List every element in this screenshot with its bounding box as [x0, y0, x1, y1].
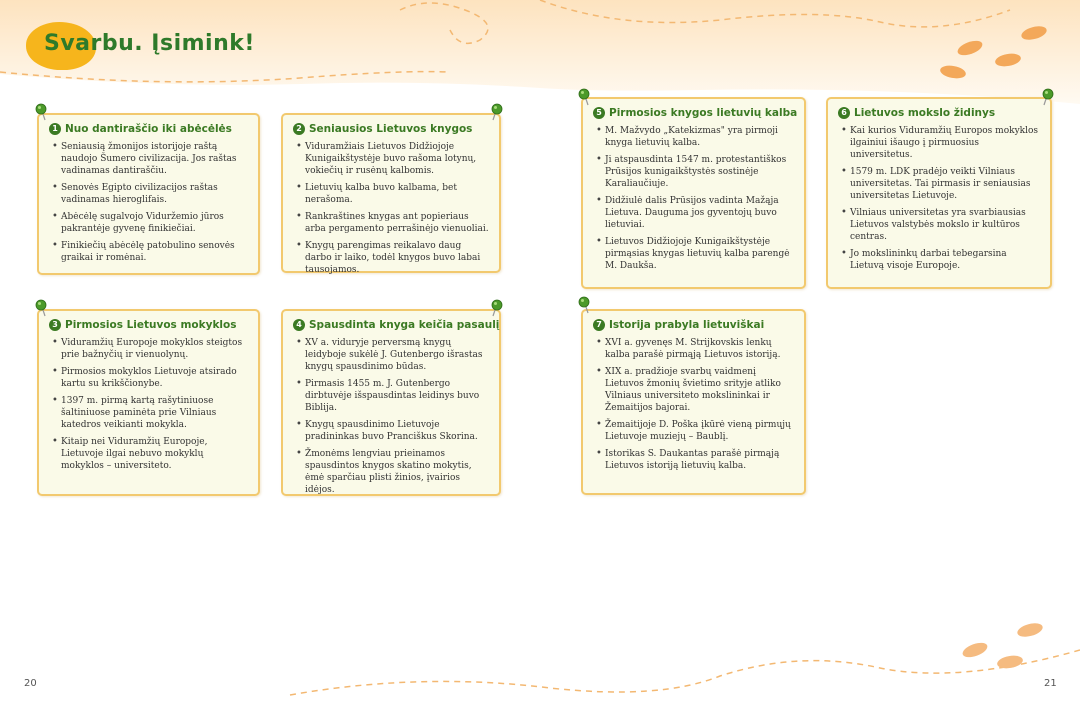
list-item: • Knygų spausdinimo Lietuvoje pradininkas buvo Pranciškus Skorina. [305, 419, 489, 443]
card-list [49, 337, 248, 472]
info-card-3 [37, 309, 260, 496]
card-title: Seniausios Lietuvos knygos [309, 123, 473, 135]
info-card-4 [281, 309, 501, 496]
card-title: Pirmosios knygos lietuvių kalba [609, 107, 798, 119]
card-number: 6 [838, 107, 850, 119]
list-item: • Vilniaus universitetas yra svarbiausias Lietuvos valstybės mokslo ir kultūros centras. [850, 207, 1040, 243]
list-item: • Lietuvos Didžiojoje Kunigaikštystėje pirmąsias knygas lietuvių kalba parengė M. Daukša. [605, 236, 794, 272]
card-list [49, 141, 248, 264]
list-item: • Knygų parengimas reikalavo daug darbo ir laiko, todėl knygos buvo labai tausojamos. [305, 240, 489, 276]
card-number: 5 [593, 107, 605, 119]
card-list [293, 337, 489, 496]
page-number-right: 21 [1044, 678, 1057, 689]
list-item: • Seniausią žmonijos istorijoje raštą naudojo Šumero civilizacija. Jos raštas vadinamas dantiraščiu. [61, 141, 248, 177]
card-number: 2 [293, 123, 305, 135]
card-heading [293, 319, 500, 331]
list-item: • 1397 m. pirmą kartą rašytiniuose šaltiniuose paminėta prie Vilniaus katedros veikianti mokykla. [61, 395, 248, 431]
footprints-bottom-icon [961, 621, 1044, 670]
list-item: • M. Mažvydo „Katekizmas" yra pirmoji knyga lietuvių kalba. [605, 125, 794, 149]
card-title: Spausdinta knyga keičia pasaulį [309, 319, 500, 331]
info-card-5 [581, 97, 806, 289]
card-number: 4 [293, 319, 305, 331]
pushpin-icon [1039, 88, 1055, 106]
card-list [593, 125, 794, 272]
pushpin-icon [577, 296, 593, 314]
list-item: • XV a. viduryje perversmą knygų leidyboje sukėlė J. Gutenbergo išrastas knygų spausdinimo būdas. [305, 337, 489, 373]
list-item: • Finikiečių abėcėlę patobulino senovės graikai ir romėnai. [61, 240, 248, 264]
list-item: • Viduramžių Europoje mokyklos steigtos prie bažnyčių ir vienuolynų. [61, 337, 248, 361]
list-item: • Abėcėlę sugalvojo Viduržemio jūros pakrantėje gyvenę finikiečiai. [61, 211, 248, 235]
page-title: Svarbu. Įsimink! [44, 31, 255, 56]
card-list [593, 337, 794, 472]
card-number: 7 [593, 319, 605, 331]
info-card-2 [281, 113, 501, 273]
list-item: • XIX a. pradžioje svarbų vaidmenį Lietuvos žmonių švietimo srityje atliko Vilniaus universiteto mokslininkai ir Žemaitijos bajorai. [605, 366, 794, 414]
list-item: • Senovės Egipto civilizacijos raštas vadinamas hieroglifais. [61, 182, 248, 206]
pushpin-icon [34, 103, 50, 121]
card-heading [593, 107, 798, 119]
list-item: • Kai kurios Viduramžių Europos mokyklos ilgainiui išaugo į pirmuosius universitetus. [850, 125, 1040, 161]
list-item: • Ji atspausdinta 1547 m. protestantiškos Prūsijos kunigaikštystės sostinėje Karaliaučiuje. [605, 154, 794, 190]
list-item: • Didžiulė dalis Prūsijos vadinta Mažąja Lietuva. Dauguma jos gyventojų buvo lietuviai. [605, 195, 794, 231]
pushpin-icon [34, 299, 50, 317]
list-item: • Jo mokslininkų darbai tebegarsina Lietuvą visoje Europoje. [850, 248, 1040, 272]
list-item: • Lietuvių kalba buvo kalbama, bet nerašoma. [305, 182, 489, 206]
card-title: Pirmosios Lietuvos mokyklos [65, 319, 237, 331]
card-title: Lietuvos mokslo židinys [854, 107, 996, 119]
info-card-6 [826, 97, 1052, 289]
list-item: • Žemaitijoje D. Poška įkūrė vieną pirmųjų Lietuvoje muziejų – Baublį. [605, 419, 794, 443]
list-item: • Žmonėms lengviau prieinamos spausdintos knygos skatino mokytis, ėmė sparčiau plisti žinios, įvairios idėjos. [305, 448, 489, 496]
card-title: Nuo dantiraščio iki abėcėlės [65, 123, 232, 135]
card-heading [293, 123, 489, 135]
card-list [838, 125, 1040, 272]
list-item: • Viduramžiais Lietuvos Didžiojoje Kunigaikštystėje buvo rašoma lotynų, vokiečių ir rusėnų kalbomis. [305, 141, 489, 177]
list-item: • Rankraštines knygas ant popieriaus arba pergamento perrašinėjo vienuoliai. [305, 211, 489, 235]
info-card-7 [581, 309, 806, 495]
list-item: • 1579 m. LDK pradėjo veikti Vilniaus universitetas. Tai pirmasis ir seniausias universitetas Lietuvoje. [850, 166, 1040, 202]
list-item: • Istorikas S. Daukantas parašė pirmąją Lietuvos istoriją lietuvių kalba. [605, 448, 794, 472]
page-number-left: 20 [24, 678, 37, 689]
pushpin-icon [577, 88, 593, 106]
card-heading [838, 107, 1040, 119]
list-item: • XVI a. gyvenęs M. Strijkovskis lenkų kalba parašė pirmąją Lietuvos istoriją. [605, 337, 794, 361]
list-item: • Pirmasis 1455 m. J. Gutenbergo dirbtuvėje išspausdintas leidinys buvo Biblija. [305, 378, 489, 414]
pushpin-icon [488, 299, 504, 317]
list-item: • Kitaip nei Viduramžių Europoje, Lietuvoje ilgai nebuvo mokyklų mokyklos – universiteto. [61, 436, 248, 472]
card-heading [49, 319, 248, 331]
list-item: • Pirmosios mokyklos Lietuvoje atsirado kartu su krikščionybe. [61, 366, 248, 390]
card-title: Istorija prabyla lietuviškai [609, 319, 765, 331]
card-number: 1 [49, 123, 61, 135]
card-list [293, 141, 489, 276]
card-heading [49, 123, 248, 135]
card-number: 3 [49, 319, 61, 331]
info-card-1 [37, 113, 260, 275]
card-heading [593, 319, 794, 331]
pushpin-icon [488, 103, 504, 121]
